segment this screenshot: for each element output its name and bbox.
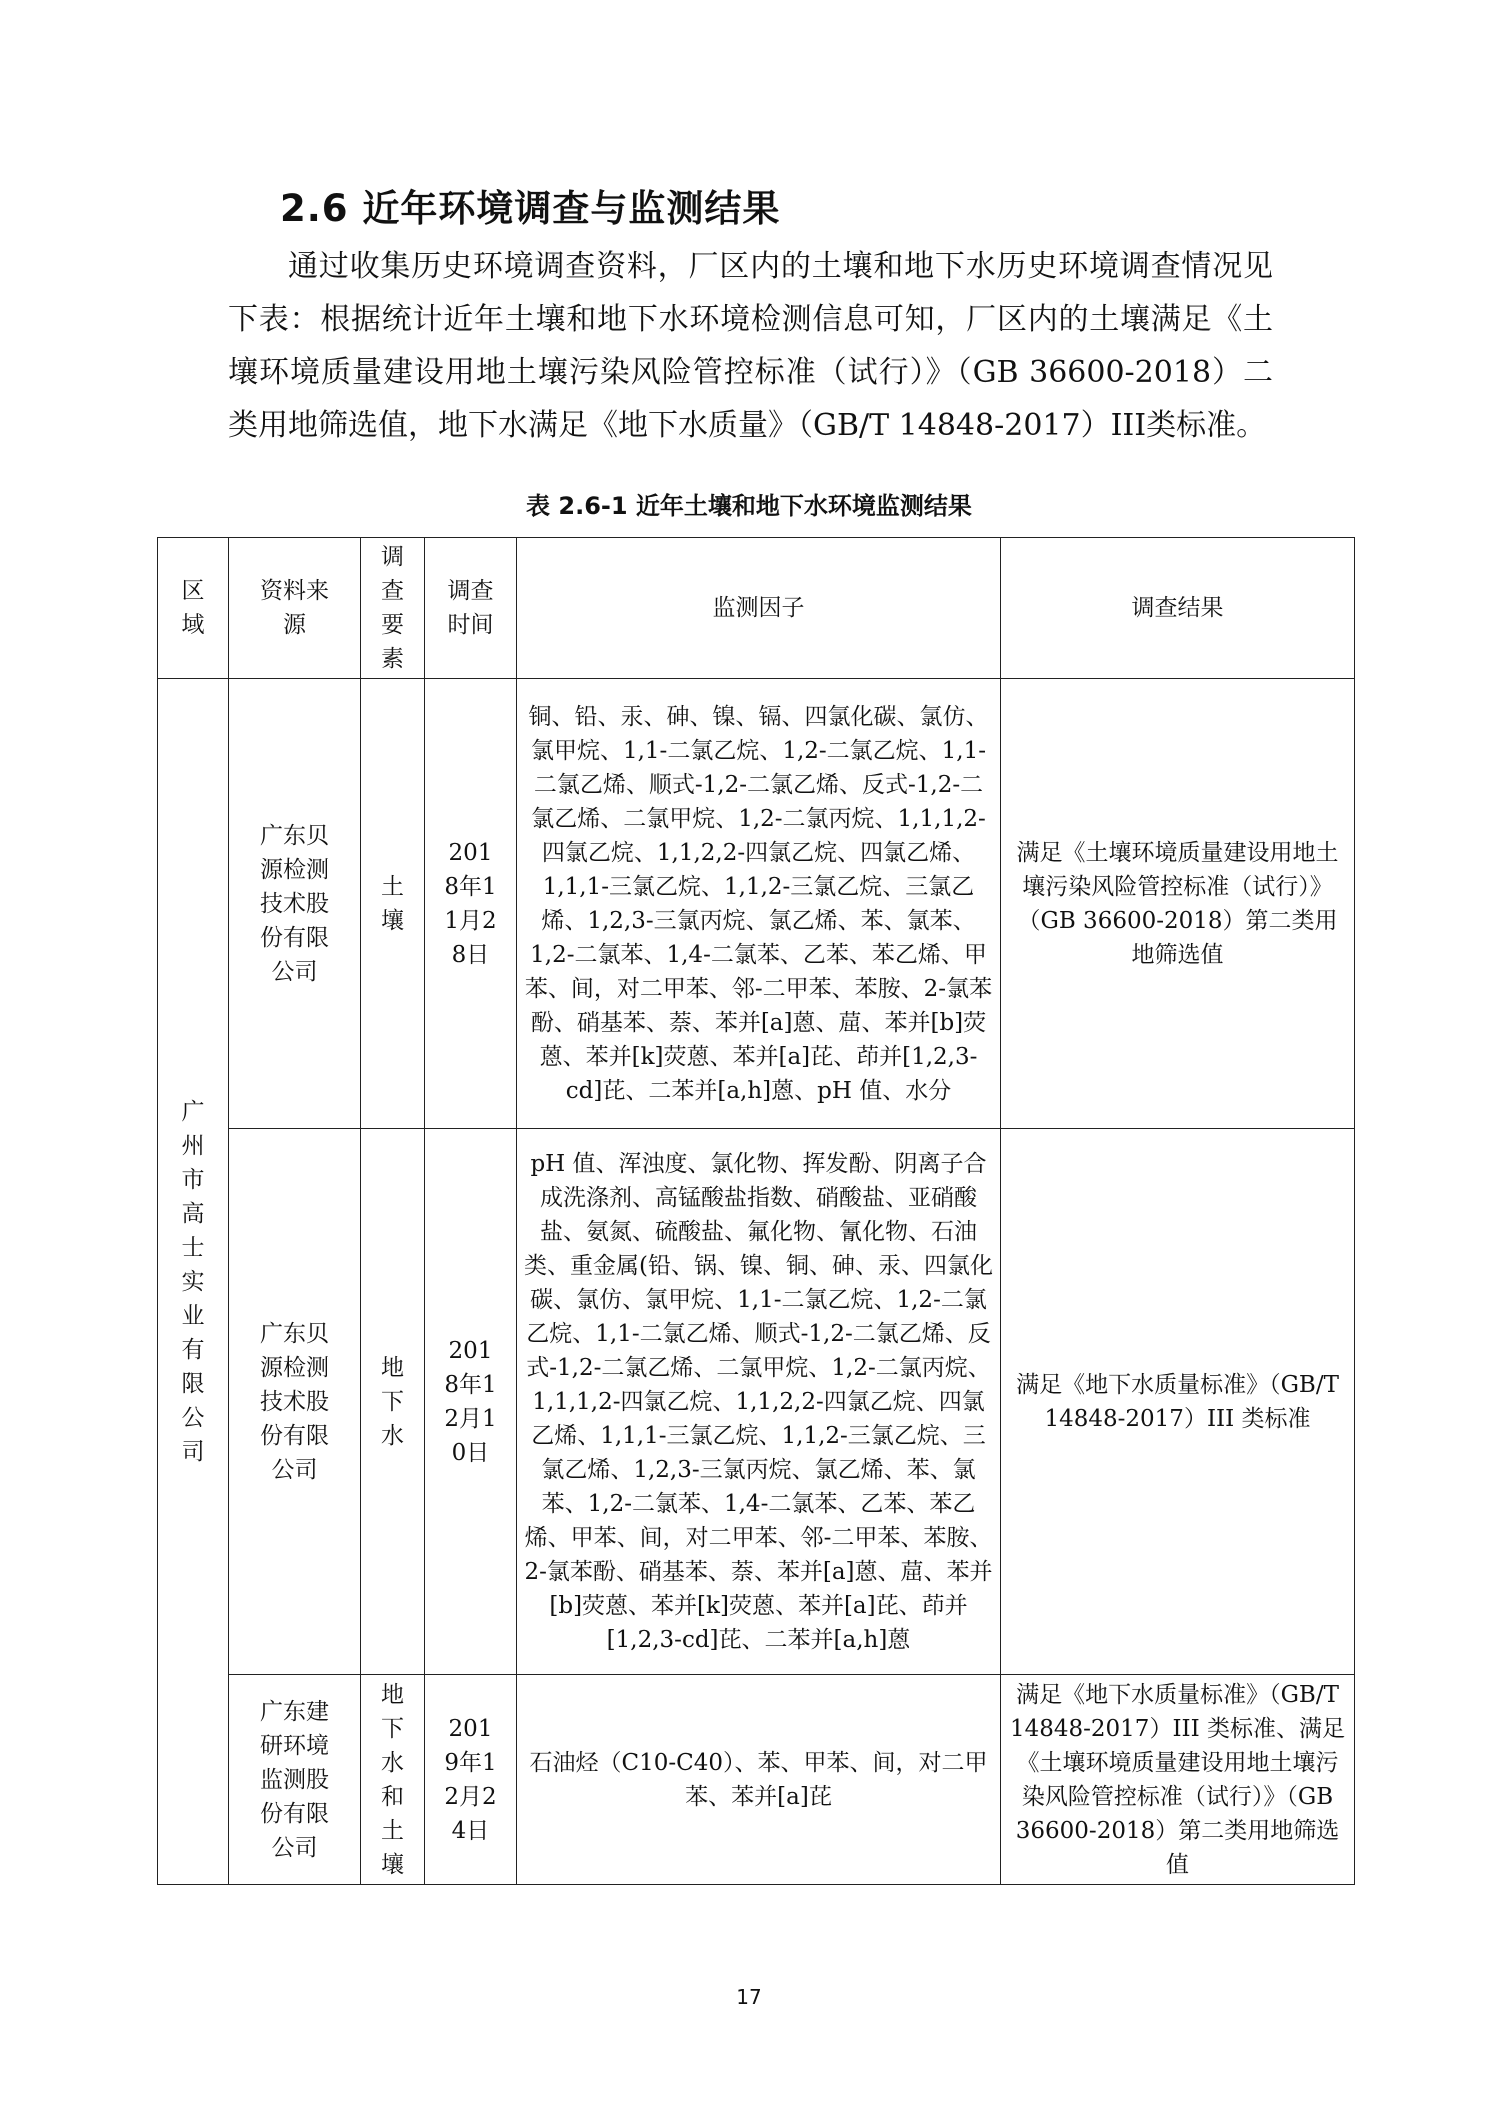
header-element: 调查要素: [361, 538, 425, 679]
section-heading: 2.6 近年环境调查与监测结果: [280, 187, 781, 230]
table-row: [158, 1129, 1355, 1675]
factors-cell: 铜、铅、汞、砷、镍、镉、四氯化碳、氯仿、氯甲烷、1,1-二氯乙烷、1,2-二氯乙烷、1,1-二氯乙烯、顺式-1,2-二氯乙烯、反式-1,2-二氯乙烯、二氯甲烷、1,2-二氯丙烷、1,1,1,2-四氯乙烷、1,1,2,2-四氯乙烷、四氯乙烯、1,1,1-三氯乙烷、1,1,2-三氯乙烷、三氯乙烯、1,2,3-三氯丙烷、氯乙烯、苯、氯苯、1,2-二氯苯、1,4-二氯苯、乙苯、苯乙烯、甲苯、间，对二甲苯、邻-二甲苯、苯胺、2-氯苯酚、硝基苯、萘、苯并[a]蒽、䓛、苯并[b]荧蒽、苯并[k]荧蒽、苯并[a]芘、茚并[1,2,3-cd]芘、二苯并[a,h]蒽、pH 值、水分: [517, 679, 1001, 1129]
factors-cell: 石油烃（C10-C40）、苯、甲苯、间，对二甲苯、苯并[a]芘: [517, 1675, 1001, 1885]
source-cell: 广东贝源检测技术股份有限公司: [229, 1129, 361, 1675]
table-caption: 表 2.6-1 近年土壤和地下水环境监测结果: [526, 492, 972, 520]
source-cell: 广东建研环境监测股份有限公司: [229, 1675, 361, 1885]
page-number: 17: [736, 1985, 762, 2009]
intro-paragraph: 通过收集历史环境调查资料，厂区内的土壤和地下水历史环境调查情况见下表：根据统计近年土壤和地下水环境检测信息可知，厂区内的土壤满足《土壤环境质量建设用地土壤污染风险管控标准（试行）》（GB 36600-2018）二类用地筛选值，地下水满足《地下水质量》（GB/T 14848-2017）III类标准。: [228, 249, 1273, 443]
time-cell: 2018年12月10日: [425, 1129, 517, 1675]
table-header-row: [158, 538, 1355, 679]
time-cell: 2019年12月24日: [425, 1675, 517, 1885]
monitoring-results-table: [157, 537, 1355, 1885]
element-cell: 地下水和土壤: [361, 1675, 425, 1885]
time-cell: 2018年11月28日: [425, 679, 517, 1129]
source-cell: 广东贝源检测技术股份有限公司: [229, 679, 361, 1129]
header-time: 调查时间: [425, 538, 517, 679]
table-row: [158, 679, 1355, 1129]
table-row: [158, 1675, 1355, 1885]
result-cell: 满足《土壤环境质量建设用地土壤污染风险管控标准（试行）》（GB 36600-2018）第二类用地筛选值: [1001, 679, 1355, 1129]
result-cell: 满足《地下水质量标准》（GB/T 14848-2017）III 类标准、满足《土壤环境质量建设用地土壤污染风险管控标准（试行）》（GB 36600-2018）第二类用地筛选值: [1001, 1675, 1355, 1885]
factors-cell: pH 值、浑浊度、氯化物、挥发酚、阴离子合成洗涤剂、高锰酸盐指数、硝酸盐、亚硝酸盐、氨氮、硫酸盐、氟化物、氰化物、石油类、重金属(铅、锅、镍、铜、砷、汞、四氯化碳、氯仿、氯甲烷、1,1-二氯乙烷、1,2-二氯乙烷、1,1-二氯乙烯、顺式-1,2-二氯乙烯、反式-1,2-二氯乙烯、二氯甲烷、1,2-二氯丙烷、1,1,1,2-四氯乙烷、1,1,2,2-四氯乙烷、四氯乙烯、1,1,1-三氯乙烷、1,1,2-三氯乙烷、三氯乙烯、1,2,3-三氯丙烷、氯乙烯、苯、氯苯、1,2-二氯苯、1,4-二氯苯、乙苯、苯乙烯、甲苯、间，对二甲苯、邻-二甲苯、苯胺、2-氯苯酚、硝基苯、萘、苯并[a]蒽、䓛、苯并[b]荧蒽、苯并[k]荧蒽、苯并[a]芘、茚并[1,2,3-cd]芘、二苯并[a,h]蒽: [517, 1129, 1001, 1675]
element-cell: 土壤: [361, 679, 425, 1129]
header-region: 区域: [158, 538, 229, 679]
header-result: 调查结果: [1001, 538, 1355, 679]
header-source: 资料来源: [229, 538, 361, 679]
result-cell: 满足《地下水质量标准》（GB/T 14848-2017）III 类标准: [1001, 1129, 1355, 1675]
element-cell: 地下水: [361, 1129, 425, 1675]
header-factors: 监测因子: [517, 538, 1001, 679]
region-cell: 广州市高士实业有限公司: [158, 679, 229, 1885]
